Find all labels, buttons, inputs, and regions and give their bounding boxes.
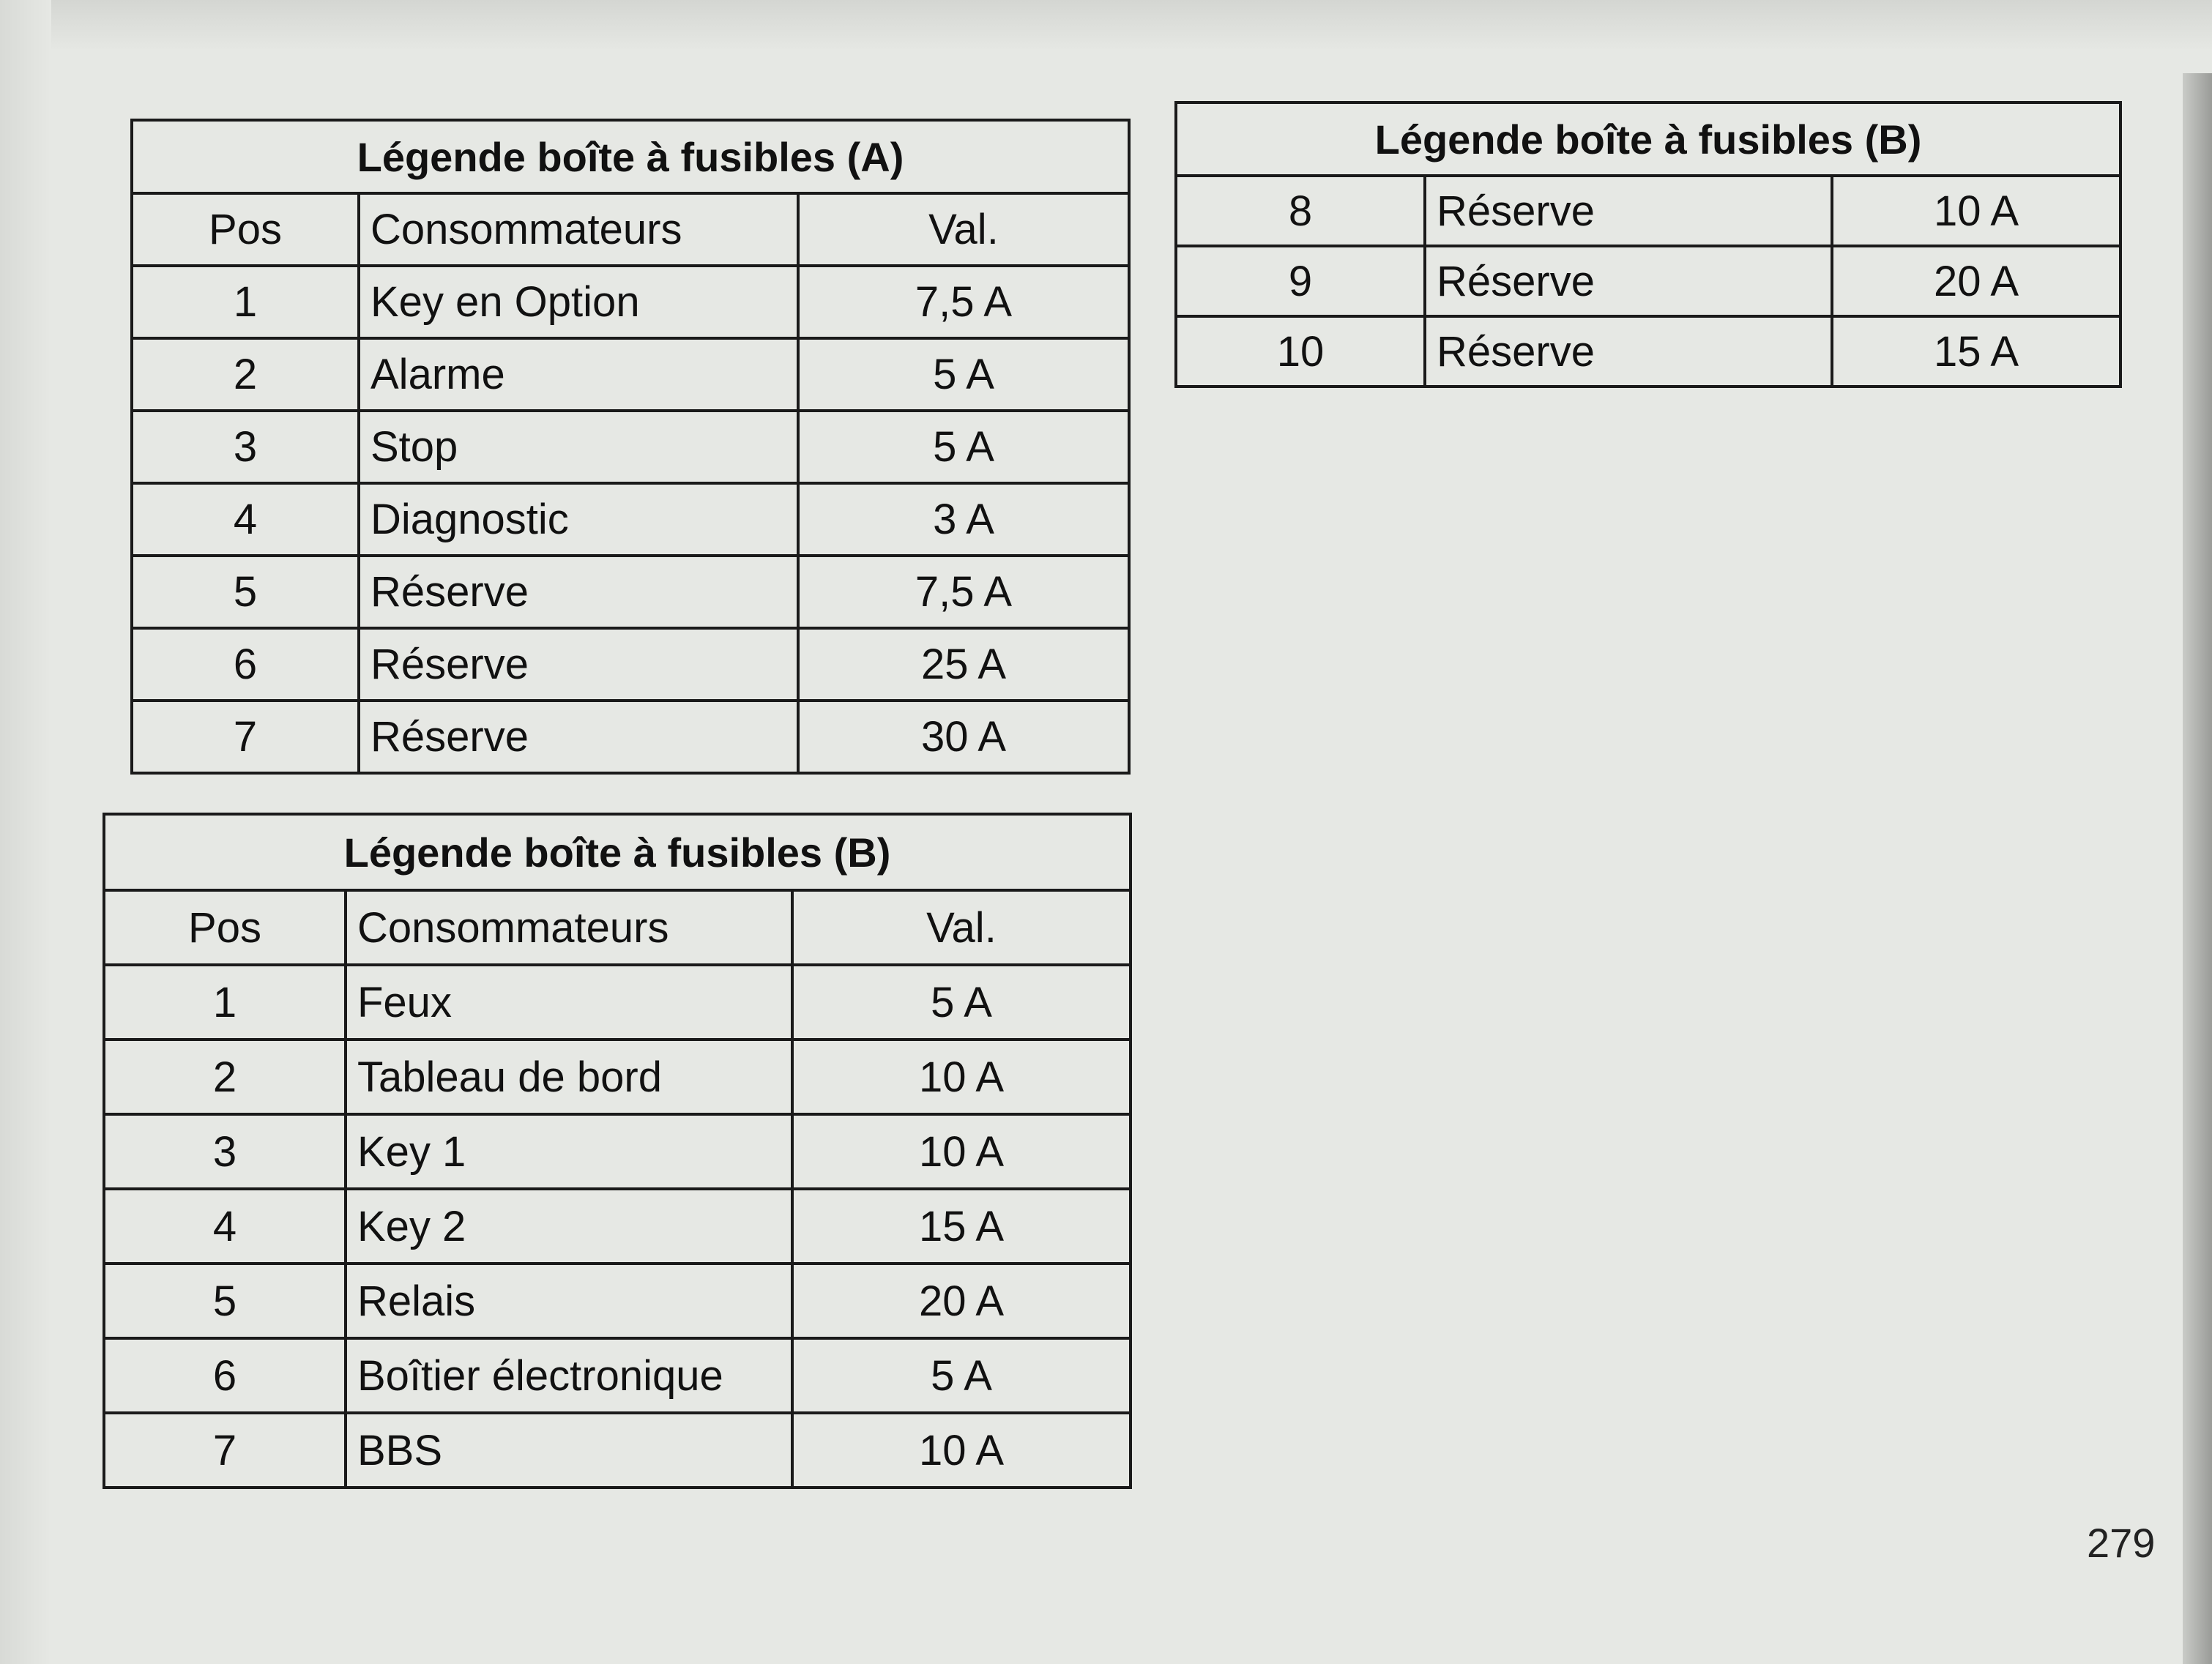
cell-consumer: Réserve (1425, 246, 1832, 316)
table-row (132, 411, 1129, 483)
table-row (132, 338, 1129, 411)
cell-pos: 2 (104, 1040, 346, 1114)
table-title-row (104, 814, 1131, 890)
cell-value: 7,5 A (798, 266, 1129, 338)
cell-value: 5 A (798, 411, 1129, 483)
fuse-table-a (130, 119, 1131, 775)
cell-value: 30 A (798, 701, 1129, 773)
table-title: Légende boîte à fusibles (B) (1176, 102, 2120, 176)
header-pos: Pos (104, 890, 346, 965)
table-title: Légende boîte à fusibles (A) (132, 120, 1129, 193)
header-consumers: Consommateurs (359, 193, 798, 266)
cell-pos: 3 (132, 411, 359, 483)
header-consumers: Consommateurs (346, 890, 792, 965)
page-binding-shadow (0, 0, 51, 1664)
header-pos: Pos (132, 193, 359, 266)
cell-consumer: Key en Option (359, 266, 798, 338)
cell-pos: 6 (104, 1338, 346, 1413)
table-row (104, 1114, 1131, 1189)
cell-pos: 4 (132, 483, 359, 556)
cell-consumer: Key 1 (346, 1114, 792, 1189)
cell-value: 10 A (792, 1040, 1131, 1114)
table-row (1176, 246, 2120, 316)
cell-value: 25 A (798, 628, 1129, 701)
table-row (104, 1338, 1131, 1413)
table-title: Légende boîte à fusibles (B) (104, 814, 1131, 890)
cell-value: 10 A (792, 1413, 1131, 1488)
cell-pos: 10 (1176, 316, 1425, 387)
cell-consumer: Stop (359, 411, 798, 483)
cell-consumer: Réserve (359, 556, 798, 628)
page-edge (2183, 73, 2212, 1664)
cell-consumer: Feux (346, 965, 792, 1040)
cell-pos: 5 (104, 1264, 346, 1338)
cell-value: 3 A (798, 483, 1129, 556)
cell-value: 7,5 A (798, 556, 1129, 628)
table-title-row (1176, 102, 2120, 176)
table-row (1176, 176, 2120, 246)
cell-value: 20 A (1832, 246, 2120, 316)
cell-consumer: Réserve (1425, 176, 1832, 246)
cell-pos: 4 (104, 1189, 346, 1264)
table-header-row (104, 890, 1131, 965)
cell-value: 20 A (792, 1264, 1131, 1338)
cell-consumer: Alarme (359, 338, 798, 411)
cell-pos: 7 (104, 1413, 346, 1488)
cell-pos: 9 (1176, 246, 1425, 316)
cell-value: 5 A (798, 338, 1129, 411)
page-number: 279 (2087, 1520, 2156, 1566)
cell-value: 15 A (1832, 316, 2120, 387)
table-row (104, 965, 1131, 1040)
cell-value: 10 A (1832, 176, 2120, 246)
table-row (132, 628, 1129, 701)
cell-pos: 1 (132, 266, 359, 338)
header-value: Val. (798, 193, 1129, 266)
cell-consumer: BBS (346, 1413, 792, 1488)
fuse-table-b (103, 813, 1132, 1489)
cell-consumer: Réserve (359, 628, 798, 701)
cell-pos: 1 (104, 965, 346, 1040)
cell-value: 5 A (792, 965, 1131, 1040)
header-value: Val. (792, 890, 1131, 965)
cell-consumer: Diagnostic (359, 483, 798, 556)
cell-consumer: Tableau de bord (346, 1040, 792, 1114)
cell-pos: 8 (1176, 176, 1425, 246)
cell-pos: 3 (104, 1114, 346, 1189)
table-row (104, 1264, 1131, 1338)
cell-consumer: Boîtier électronique (346, 1338, 792, 1413)
table-row (1176, 316, 2120, 387)
cell-consumer: Réserve (359, 701, 798, 773)
table-row (132, 701, 1129, 773)
table-row (104, 1189, 1131, 1264)
cell-consumer: Réserve (1425, 316, 1832, 387)
cell-pos: 2 (132, 338, 359, 411)
table-row (132, 266, 1129, 338)
table-row (104, 1040, 1131, 1114)
cell-consumer: Key 2 (346, 1189, 792, 1264)
cell-pos: 5 (132, 556, 359, 628)
cell-value: 10 A (792, 1114, 1131, 1189)
cell-pos: 6 (132, 628, 359, 701)
table-title-row (132, 120, 1129, 193)
table-row (132, 556, 1129, 628)
cell-consumer: Relais (346, 1264, 792, 1338)
table-row (104, 1413, 1131, 1488)
page-shadow (0, 0, 2212, 51)
table-header-row (132, 193, 1129, 266)
cell-pos: 7 (132, 701, 359, 773)
table-row (132, 483, 1129, 556)
cell-value: 15 A (792, 1189, 1131, 1264)
cell-value: 5 A (792, 1338, 1131, 1413)
fuse-table-b-continued (1174, 101, 2122, 388)
